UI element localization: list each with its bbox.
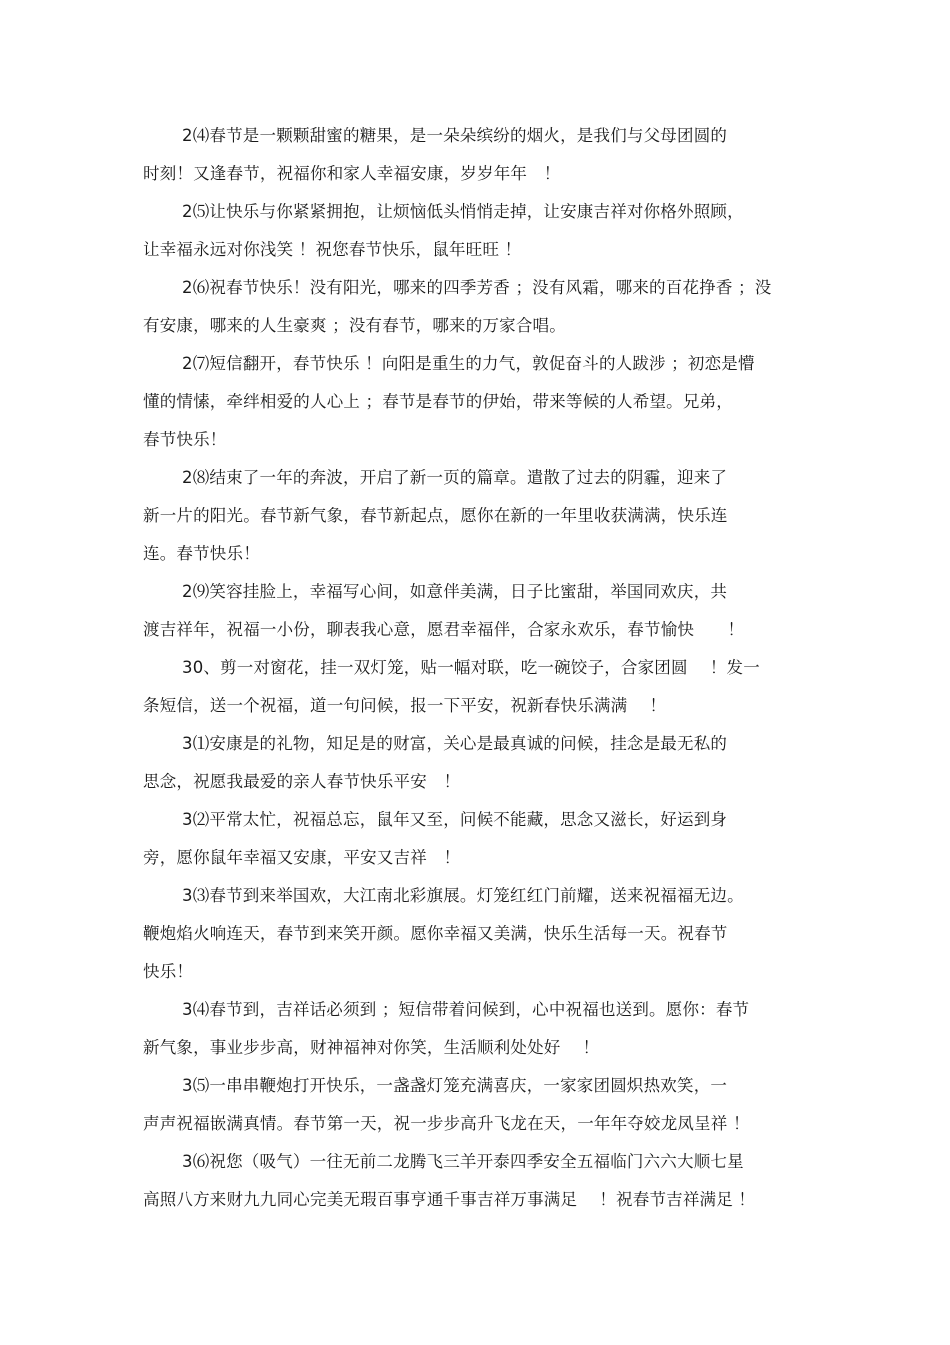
paragraph-line: 2⑷春节是一颗颗甜蜜的糖果，是一朵朵缤纷的烟火，是我们与父母团圆的	[182, 126, 728, 145]
paragraph-line: 新气象，事业步步高，财神福神对你笑，生活顺利处处好 ！	[143, 1038, 600, 1057]
paragraph-line: 高照八方来财九九同心完美无瑕百事亨通千事吉祥万事满足 ！祝春节吉祥满足 ！	[143, 1190, 756, 1209]
paragraph-line: 2⑸让快乐与你紧紧拥抱，让烦恼低头悄悄走掉，让安康吉祥对你格外照顾，	[182, 202, 744, 221]
paragraph-line: 让幸福永远对你浅笑 ！祝您春节快乐，鼠年旺旺 ！	[143, 240, 522, 259]
paragraph	[143, 725, 809, 801]
paragraph	[143, 991, 809, 1067]
paragraph-line: 连。春节快乐！	[143, 544, 260, 563]
paragraph-line: 3⑶春节到来举国欢，大江南北彩旗展。灯笼红红门前耀，送来祝福福无边。	[182, 886, 744, 905]
paragraph	[143, 573, 809, 649]
paragraph	[143, 877, 809, 991]
paragraph-line: 有安康，哪来的人生豪爽 ；没有春节，哪来的万家合唱。	[143, 316, 566, 335]
paragraph	[143, 193, 809, 269]
paragraph-line: 3⑴安康是的礼物，知足是的财富，关心是最真诚的问候，挂念是最无私的	[182, 734, 728, 753]
paragraph-line: 新一片的阳光。春节新气象，春节新起点，愿你在新的一年里收获满满，快乐连	[143, 506, 728, 525]
paragraph-line: 春节快乐！	[143, 430, 227, 449]
paragraph-line: 声声祝福嵌满真情。春节第一天，祝一步步高升飞龙在天，一年年夺姣龙凤呈祥 ！	[143, 1114, 750, 1133]
paragraph-line: 懂的情愫，牵绊相爱的人心上 ；春节是春节的伊始，带来等候的人希望。兄弟，	[143, 392, 733, 411]
paragraph-line: 鞭炮焰火响连天，春节到来笑开颜。愿你幸福又美满，快乐生活每一天。祝春节	[143, 924, 728, 943]
document-body	[143, 117, 809, 1219]
paragraph	[143, 1143, 809, 1219]
paragraph-line: 3⑸一串串鞭炮打开快乐，一盏盏灯笼充满喜庆，一家家团圆炽热欢笑，一	[182, 1076, 728, 1095]
paragraph	[143, 1067, 809, 1143]
paragraph-line: 3⑹祝您（吸气）一往无前二龙腾飞三羊开泰四季安全五福临门六六大顺七星	[182, 1152, 744, 1171]
paragraph-line: 条短信，送一个祝福，道一句问候，报一下平安，祝新春快乐满满 ！	[143, 696, 667, 715]
paragraph	[143, 801, 809, 877]
paragraph-line: 时刻！又逢春节，祝福你和家人幸福安康，岁岁年年 ！	[143, 164, 561, 183]
paragraph-line: 思念，祝愿我最爱的亲人春节快乐平安 ！	[143, 772, 461, 791]
paragraph-line: 30、剪一对窗花，挂一双灯笼，贴一幅对联，吃一碗饺子，合家团圆 ！发一	[182, 658, 760, 677]
paragraph	[143, 649, 809, 725]
paragraph-line: 2⑼笑容挂脸上，幸福写心间，如意伴美满，日子比蜜甜，举国同欢庆，共	[182, 582, 728, 601]
paragraph-line: 3⑵平常太忙，祝福总忘，鼠年又至，问候不能藏，思念又滋长，好运到身	[182, 810, 728, 829]
paragraph-line: 渡吉祥年，祝福一小份，聊表我心意，愿君幸福伴，合家永欢乐，春节愉快 ！	[143, 620, 745, 639]
paragraph-line: 2⑻结束了一年的奔波，开启了新一页的篇章。遣散了过去的阴霾，迎来了	[182, 468, 728, 487]
paragraph-line: 3⑷春节到，吉祥话必须到 ；短信带着问候到，心中祝福也送到。愿你：春节	[182, 1000, 750, 1019]
paragraph	[143, 269, 809, 345]
paragraph-line: 2⑹祝春节快乐！没有阳光，哪来的四季芳香 ；没有风霜，哪来的百花挣香 ；没	[182, 278, 772, 297]
paragraph	[143, 459, 809, 573]
paragraph-line: 快乐！	[143, 962, 194, 981]
paragraph-line: 旁，愿你鼠年幸福又安康，平安又吉祥 ！	[143, 848, 461, 867]
paragraph	[143, 117, 809, 193]
paragraph-line: 2⑺短信翻开，春节快乐 ！向阳是重生的力气，敦促奋斗的人跋涉 ；初恋是懵	[182, 354, 755, 373]
paragraph	[143, 345, 809, 459]
